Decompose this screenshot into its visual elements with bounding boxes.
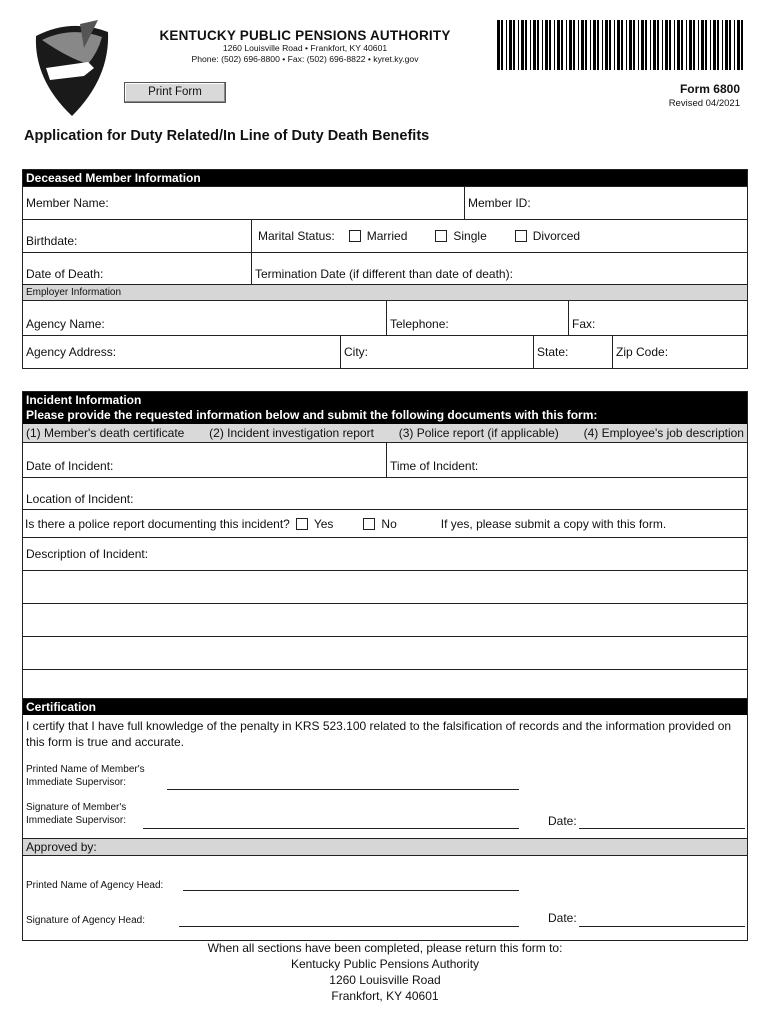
barcode	[495, 20, 747, 70]
marital-status-label: Marital Status:	[258, 229, 335, 243]
marital-status-group	[251, 220, 747, 252]
agency-name-field[interactable]	[23, 301, 386, 335]
police-note: If yes, please submit a copy with this form.	[440, 516, 667, 531]
doc-job-description: (4) Employee's job description	[583, 426, 744, 440]
member-row	[23, 186, 747, 219]
organization-header	[150, 28, 460, 65]
married-checkbox[interactable]	[349, 230, 361, 242]
police-yes-label: Yes	[313, 516, 334, 531]
telephone-field[interactable]	[386, 301, 568, 335]
termination-date-label: Termination Date (if different than date of death):	[255, 267, 513, 281]
police-report-group	[23, 510, 747, 537]
footer-city: Frankfort, KY 40601	[331, 989, 439, 1003]
police-yes-checkbox[interactable]	[296, 518, 308, 530]
date-of-incident-field[interactable]	[23, 443, 386, 477]
approved-by-heading: Approved by:	[23, 838, 747, 856]
print-form-button[interactable]: Print Form	[124, 82, 226, 103]
birthdate-label: Birthdate:	[26, 234, 78, 248]
date-of-death-label: Date of Death:	[26, 267, 104, 281]
fax-label: Fax:	[572, 317, 596, 331]
location-row	[23, 477, 747, 509]
doc-police-report: (3) Police report (if applicable)	[398, 426, 559, 440]
printed-name-supervisor-label: Printed Name of Member's Immediate Supervisor:	[26, 764, 145, 788]
form-title: Application for Duty Related/In Line of Duty Death Benefits	[24, 128, 430, 144]
doc-investigation-report: (2) Incident investigation report	[209, 426, 374, 440]
birthdate-field[interactable]	[23, 220, 251, 252]
footer-instruction: When all sections have been completed, please return this form to:	[207, 941, 563, 955]
org-contact: Phone: (502) 696-8800 • Fax: (502) 696-8822 • kyret.ky.gov	[191, 54, 419, 64]
location-label: Location of Incident:	[26, 492, 134, 506]
date-label-2: Date:	[548, 911, 577, 925]
signature-head-line[interactable]	[179, 926, 519, 927]
single-checkbox[interactable]	[435, 230, 447, 242]
city-label: City:	[344, 345, 368, 359]
address-row	[23, 335, 747, 368]
date-label: Date:	[548, 814, 577, 828]
employer-heading: Employer Information	[23, 284, 747, 301]
printed-name-supervisor-line[interactable]	[167, 789, 519, 790]
location-field[interactable]	[23, 478, 747, 509]
description-line-2[interactable]	[23, 603, 747, 636]
footer-street: 1260 Louisville Road	[329, 973, 441, 987]
printed-name-head-line[interactable]	[183, 890, 519, 891]
certification-section	[22, 698, 748, 941]
date-of-incident-label: Date of Incident:	[26, 459, 114, 473]
member-name-field[interactable]	[23, 187, 464, 219]
date-of-death-field[interactable]	[23, 253, 251, 284]
printed-name-head-label: Printed Name of Agency Head:	[26, 880, 164, 891]
return-address	[0, 940, 770, 1004]
married-label: Married	[366, 229, 408, 243]
incident-section	[22, 391, 748, 700]
divorced-checkbox[interactable]	[515, 230, 527, 242]
description-line-4[interactable]	[23, 669, 747, 699]
police-question-label: Is there a police report documenting this incident?	[25, 516, 290, 531]
signature-head-label: Signature of Agency Head:	[26, 915, 145, 926]
doc-death-certificate: (1) Member's death certificate	[26, 426, 185, 440]
description-line-3[interactable]	[23, 636, 747, 669]
kppa-logo	[28, 18, 114, 118]
date-line[interactable]	[579, 828, 745, 829]
police-report-row	[23, 509, 747, 537]
deceased-member-section	[22, 169, 748, 369]
incident-heading-title: Incident Information	[26, 393, 142, 407]
member-id-field[interactable]	[464, 187, 747, 219]
police-no-checkbox[interactable]	[363, 518, 375, 530]
agency-address-label: Agency Address:	[26, 345, 117, 359]
description-line-1[interactable]	[23, 570, 747, 603]
certification-statement: I certify that I have full knowledge of the penalty in KRS 523.100 related to the falsification of records and the information provided on this form is true and accurate.	[26, 719, 732, 749]
telephone-label: Telephone:	[390, 317, 449, 331]
zip-label: Zip Code:	[616, 345, 669, 359]
form-number: Form 6800	[679, 82, 740, 96]
divorced-label: Divorced	[532, 229, 581, 243]
description-field[interactable]	[23, 538, 747, 570]
member-name-label: Member Name:	[26, 196, 109, 210]
state-field[interactable]	[533, 336, 612, 368]
deceased-heading: Deceased Member Information	[23, 170, 747, 186]
time-of-incident-field[interactable]	[386, 443, 747, 477]
time-of-incident-label: Time of Incident:	[390, 459, 479, 473]
incident-heading-instructions: Please provide the requested information below and submit the following documents with this form:	[26, 408, 598, 422]
agency-name-label: Agency Name:	[26, 317, 105, 331]
police-no-label: No	[381, 516, 397, 531]
agency-row	[23, 301, 747, 335]
signature-supervisor-line[interactable]	[143, 828, 519, 829]
agency-address-field[interactable]	[23, 336, 340, 368]
city-field[interactable]	[340, 336, 533, 368]
fax-field[interactable]	[568, 301, 747, 335]
death-row	[23, 252, 747, 284]
state-label: State:	[537, 345, 569, 359]
org-address: 1260 Louisville Road • Frankfort, KY 40601	[222, 43, 388, 53]
required-documents-list	[23, 424, 747, 443]
incident-heading	[23, 392, 747, 424]
description-row	[23, 537, 747, 570]
incident-datetime-row	[23, 443, 747, 477]
certification-heading: Certification	[23, 699, 747, 715]
birth-marital-row	[23, 219, 747, 252]
org-name: KENTUCKY PUBLIC PENSIONS AUTHORITY	[159, 28, 451, 43]
single-label: Single	[453, 229, 487, 243]
signature-supervisor-label: Signature of Member's Immediate Supervisor:	[26, 802, 127, 826]
date-line-2[interactable]	[579, 926, 745, 927]
termination-date-field[interactable]	[251, 253, 747, 284]
zip-field[interactable]	[612, 336, 747, 368]
description-label: Description of Incident:	[26, 547, 149, 561]
footer-org: Kentucky Public Pensions Authority	[290, 957, 480, 971]
member-id-label: Member ID:	[468, 196, 531, 210]
form-number-block	[669, 82, 740, 109]
revised-date: Revised 04/2021	[668, 98, 740, 109]
